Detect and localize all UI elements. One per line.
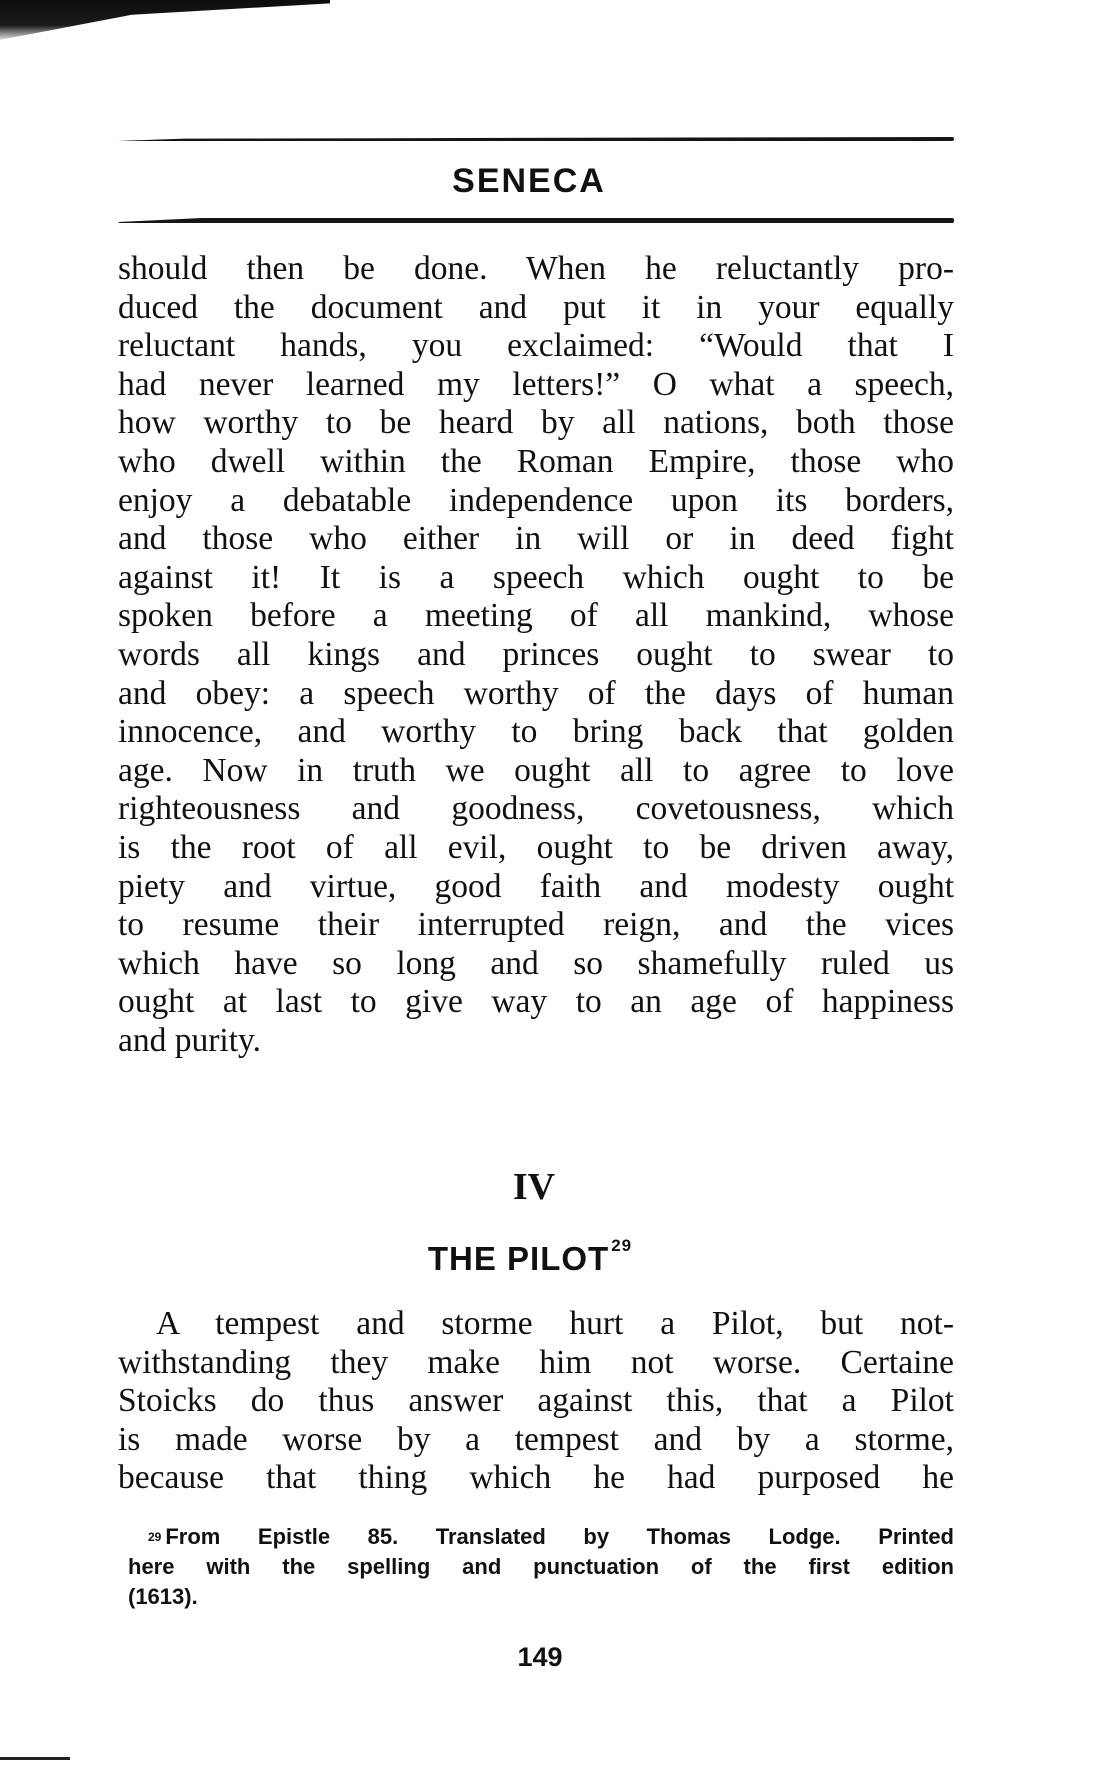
text-line: piety and virtue, good faith and modesty ought xyxy=(118,867,954,905)
text-line: is the root of all evil, ought to be driven away, xyxy=(118,828,954,866)
body-paragraph-continued xyxy=(118,250,954,1060)
footnote xyxy=(128,1522,954,1612)
footnote-line: (1613). xyxy=(128,1584,198,1609)
text-line: who dwell within the Roman Empire, those who xyxy=(118,442,954,480)
text-line: which have so long and so shamefully ruled us xyxy=(118,944,954,982)
page-number: 149 xyxy=(517,1642,563,1672)
text-line: against it! It is a speech which ought to be xyxy=(118,558,954,596)
text-line: spoken before a meeting of all mankind, whose xyxy=(118,597,954,635)
footnote-line xyxy=(128,1522,954,1552)
section-title-text: THE PILOT xyxy=(427,1240,610,1277)
header-rule-top xyxy=(118,137,954,141)
text-line: reluctant hands, you exclaimed: “Would that I xyxy=(118,327,954,365)
footnote-line: here with the spelling and punctuation of the first edition xyxy=(128,1554,954,1579)
text-line: A tempest and storme hurt a Pilot, but not- xyxy=(156,1305,954,1342)
text-line: enjoy a debatable independence upon its borders, xyxy=(118,481,954,519)
text-line: innocence, and worthy to bring back that golden xyxy=(118,713,954,751)
section-title xyxy=(0,1236,1060,1278)
footnote-text: From Epistle 85. Translated by Thomas Lodge. Printed xyxy=(165,1524,954,1549)
text-line: Stoicks do thus answer against this, that a Pilot xyxy=(118,1382,954,1420)
text-line: is made worse by a tempest and by a storme, xyxy=(118,1420,954,1458)
text-line: to resume their interrupted reign, and the vices xyxy=(118,906,954,944)
text-line: how worthy to be heard by all nations, both those xyxy=(118,404,954,442)
header-rule-bottom xyxy=(118,218,954,223)
text-line: because that thing which he had purposed he xyxy=(118,1459,954,1497)
scan-edge-smudge xyxy=(0,0,330,42)
section-number: IV xyxy=(512,1166,556,1208)
text-line: righteousness and goodness, covetousness, which xyxy=(118,790,954,828)
text-line: and purity. xyxy=(118,1021,261,1059)
text-line: duced the document and put it in your equally xyxy=(118,288,954,326)
text-line: had never learned my letters!” O what a speech, xyxy=(118,365,954,403)
footnote-reference: 29 xyxy=(611,1236,633,1255)
text-line: withstanding they make him not worse. Certaine xyxy=(118,1343,954,1381)
text-line: age. Now in truth we ought all to agree to love xyxy=(118,751,954,789)
body-paragraph-pilot xyxy=(118,1305,954,1498)
text-line: and those who either in will or in deed fight xyxy=(118,520,954,558)
text-line: and obey: a speech worthy of the days of human xyxy=(118,674,954,712)
scan-edge-mark xyxy=(0,1757,70,1760)
footnote-marker: 29 xyxy=(148,1530,162,1544)
text-line: words all kings and princes ought to swear to xyxy=(118,635,954,673)
running-head: SENECA xyxy=(452,162,606,200)
text-line: should then be done. When he reluctantly pro- xyxy=(118,250,954,287)
text-line: ought at last to give way to an age of happiness xyxy=(118,983,954,1021)
